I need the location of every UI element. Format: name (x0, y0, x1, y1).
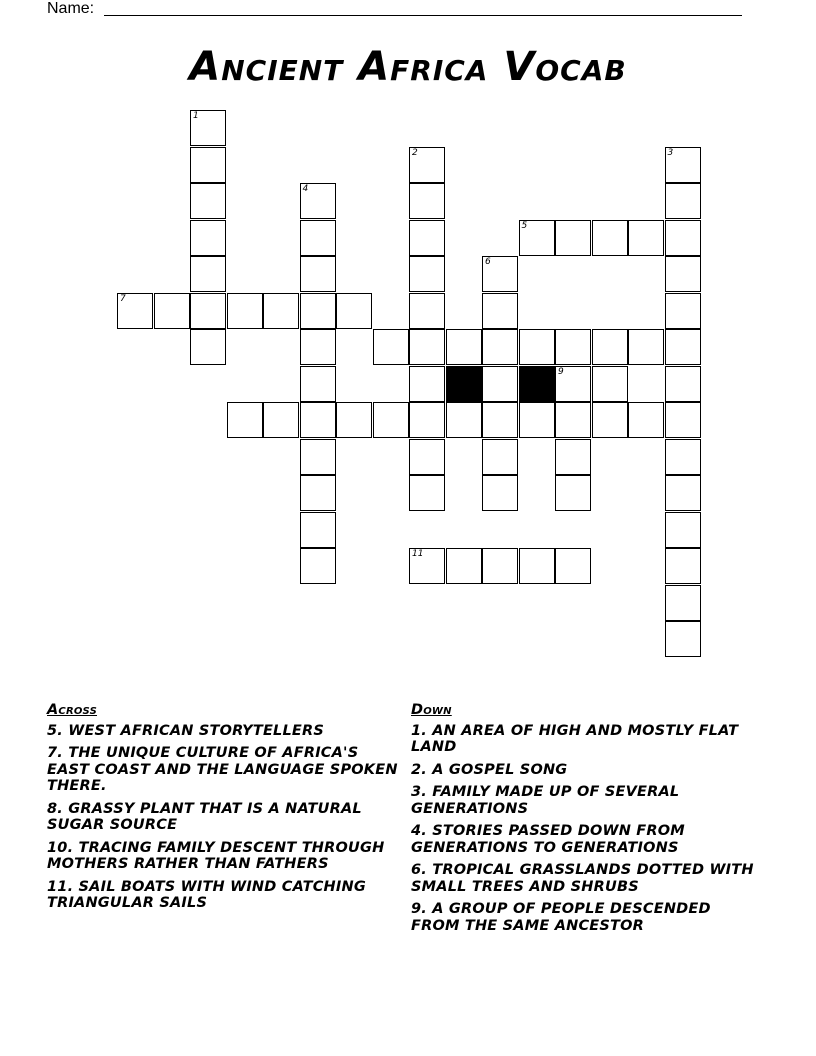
grid-cell[interactable] (190, 147, 226, 183)
name-label: Name: (47, 0, 95, 17)
grid-cell[interactable] (482, 366, 518, 402)
grid-cell[interactable] (336, 293, 372, 329)
clue-number: 5 (521, 220, 528, 231)
grid-cell[interactable] (336, 402, 372, 438)
grid-cell[interactable] (154, 293, 190, 329)
page-title: Ancient Africa Vocab (189, 44, 627, 90)
blocked-cell (519, 366, 555, 402)
grid-cell[interactable] (300, 329, 336, 365)
grid-cell[interactable] (555, 402, 591, 438)
grid-cell[interactable] (409, 475, 445, 511)
grid-cell[interactable] (555, 329, 591, 365)
down-clues (411, 702, 761, 940)
grid-cell[interactable] (409, 366, 445, 402)
grid-cell[interactable] (263, 402, 299, 438)
grid-cell[interactable] (300, 183, 336, 219)
grid-cell[interactable] (482, 329, 518, 365)
grid-cell[interactable] (409, 256, 445, 292)
grid-cell[interactable] (519, 402, 555, 438)
grid-cell[interactable] (482, 439, 518, 475)
grid-cell[interactable] (300, 256, 336, 292)
clue-down-9: 9. A GROUP OF PEOPLE DESCENDED FROM THE SAME ANCESTOR (411, 901, 711, 934)
clue-number: 4 (302, 184, 309, 194)
grid-cell[interactable] (300, 548, 336, 584)
grid-cell[interactable] (665, 512, 701, 548)
grid-cell[interactable] (592, 402, 628, 438)
grid-cell[interactable] (373, 402, 409, 438)
grid-cell[interactable] (555, 475, 591, 511)
grid-cell[interactable] (665, 621, 701, 657)
grid-cell[interactable] (190, 183, 226, 219)
clue-number: 3 (667, 147, 674, 158)
grid-cell[interactable] (409, 293, 445, 329)
grid-cell[interactable] (665, 220, 701, 256)
grid-cell[interactable] (300, 220, 336, 256)
grid-cell[interactable] (190, 256, 226, 292)
grid-cell[interactable] (446, 329, 482, 365)
grid-cell[interactable] (665, 147, 701, 183)
grid-cell[interactable] (592, 220, 628, 256)
grid-cell[interactable] (190, 110, 226, 146)
clue-number: 1 (193, 111, 199, 121)
clue-down-3: 3. FAMILY MADE UP OF SEVERAL GENERATIONS (411, 784, 680, 817)
grid-cell[interactable] (300, 512, 336, 548)
grid-cell[interactable] (190, 329, 226, 365)
grid-cell[interactable] (592, 366, 628, 402)
grid-cell[interactable] (373, 329, 409, 365)
grid-cell[interactable] (117, 293, 153, 329)
grid-cell[interactable] (628, 220, 664, 256)
grid-cell[interactable] (519, 220, 555, 256)
grid-cell[interactable] (519, 329, 555, 365)
grid-cell[interactable] (190, 220, 226, 256)
grid-cell[interactable] (665, 293, 701, 329)
grid-cell[interactable] (665, 366, 701, 402)
grid-cell[interactable] (482, 256, 518, 292)
grid-cell[interactable] (665, 256, 701, 292)
clue-down-4: 4. STORIES PASSED DOWN FROM GENERATIONS TO GENERATIONS (411, 823, 685, 856)
grid-cell[interactable] (300, 293, 336, 329)
grid-cell[interactable] (409, 439, 445, 475)
grid-cell[interactable] (482, 475, 518, 511)
grid-cell[interactable] (665, 329, 701, 365)
clue-number: 7 (120, 293, 126, 304)
across-clues (47, 702, 403, 918)
clue-down-2: 2. A GOSPEL SONG (411, 761, 568, 778)
clue-across-11: 11. SAIL BOATS WITH WIND CATCHING TRIANGULAR SAILS (47, 878, 366, 911)
grid-cell[interactable] (482, 293, 518, 329)
grid-cell[interactable] (300, 366, 336, 402)
grid-cell[interactable] (409, 402, 445, 438)
grid-cell[interactable] (300, 475, 336, 511)
grid-cell[interactable] (409, 329, 445, 365)
grid-cell[interactable] (409, 147, 445, 183)
clue-down-1: 1. AN AREA OF HIGH AND MOSTLY FLAT LAND (411, 722, 739, 755)
grid-cell[interactable] (555, 366, 591, 402)
grid-cell[interactable] (628, 402, 664, 438)
clue-across-5: 5. WEST AFRICAN STORYTELLERS (47, 722, 325, 739)
grid-cell[interactable] (665, 402, 701, 438)
grid-cell[interactable] (665, 183, 701, 219)
grid-cell[interactable] (665, 475, 701, 511)
grid-cell[interactable] (665, 548, 701, 584)
grid-cell[interactable] (409, 220, 445, 256)
grid-cell[interactable] (300, 402, 336, 438)
grid-cell[interactable] (409, 548, 445, 584)
grid-cell[interactable] (592, 329, 628, 365)
grid-cell[interactable] (227, 293, 263, 329)
grid-cell[interactable] (446, 402, 482, 438)
grid-cell[interactable] (519, 548, 555, 584)
grid-cell[interactable] (190, 293, 226, 329)
grid-cell[interactable] (482, 402, 518, 438)
clue-across-10: 10. TRACING FAMILY DESCENT THROUGH MOTHERS RATHER THAN FATHERS (47, 839, 385, 872)
grid-cell[interactable] (409, 183, 445, 219)
clue-number: 2 (412, 147, 418, 158)
clue-across-8: 8. GRASSY PLANT THAT IS A NATURAL SUGAR SOURCE (47, 800, 362, 833)
grid-cell[interactable] (628, 329, 664, 365)
clue-across-7: 7. THE UNIQUE CULTURE OF AFRICA'S EAST COAST AND THE LANGUAGE SPOKEN THERE. (47, 745, 398, 794)
clue-down-6: 6. TROPICAL GRASSLANDS DOTTED WITH SMALL TREES AND SHRUBS (411, 862, 754, 895)
grid-cell[interactable] (227, 402, 263, 438)
down-heading: Down (411, 702, 452, 718)
grid-cell[interactable] (446, 548, 482, 584)
grid-cell[interactable] (665, 439, 701, 475)
clue-number: 9 (558, 366, 564, 377)
across-heading: Across (47, 702, 98, 718)
grid-cell[interactable] (555, 548, 591, 584)
blocked-cell (446, 366, 482, 402)
grid-cell[interactable] (300, 439, 336, 475)
clue-number: 11 (412, 549, 424, 559)
grid-cell[interactable] (665, 585, 701, 621)
grid-cell[interactable] (263, 293, 299, 329)
grid-cell[interactable] (482, 548, 518, 584)
grid-cell[interactable] (555, 220, 591, 256)
grid-cell[interactable] (555, 439, 591, 475)
clue-number: 6 (485, 257, 491, 267)
